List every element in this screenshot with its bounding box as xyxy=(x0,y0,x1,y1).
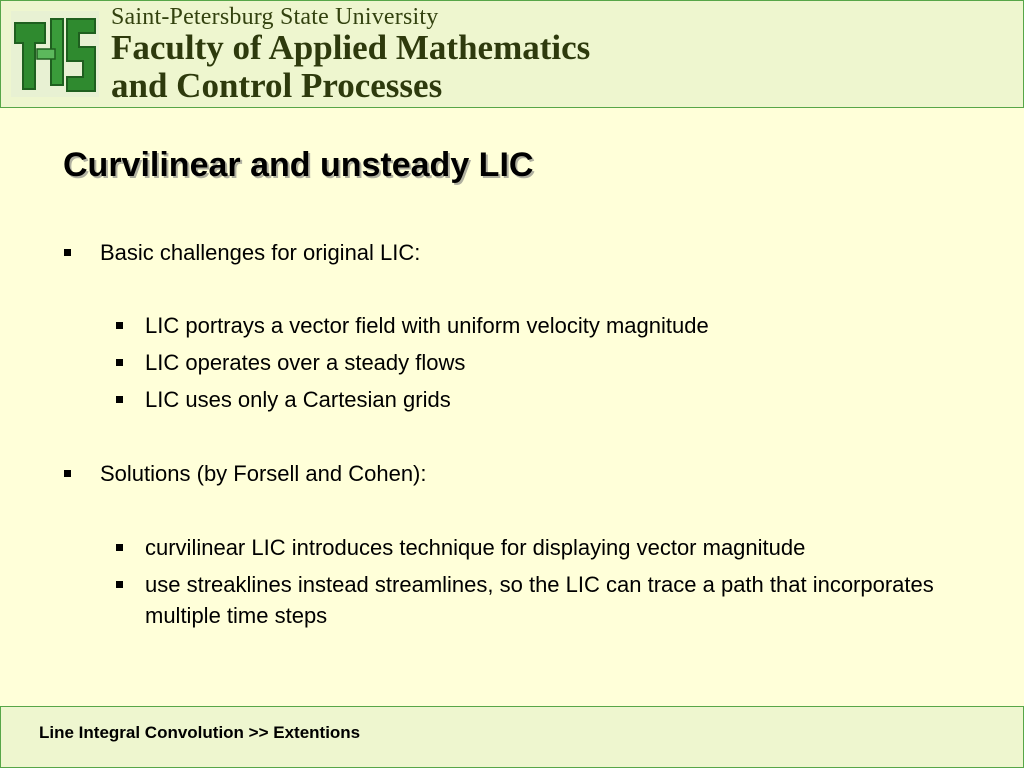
sub-bullet-2-1: curvilinear LIC introduces technique for displaying vector magnitude xyxy=(145,535,806,560)
faculty-line-2: and Control Processes xyxy=(111,66,443,105)
sub-bullet-1-2: LIC operates over a steady flows xyxy=(145,350,466,375)
sub-bullet-marker xyxy=(116,359,123,366)
sub-bullet-2-2: use streaklines instead streamlines, so the LIC can trace a path that incorporates multiple time steps xyxy=(145,572,934,628)
footer-breadcrumb: Line Integral Convolution >> Extentions xyxy=(39,723,361,742)
faculty-name xyxy=(111,29,590,105)
footer-bar xyxy=(0,706,1024,768)
header-banner xyxy=(0,0,1024,108)
bullet-1: Basic challenges for original LIC: xyxy=(100,240,421,265)
sub-bullet-1-3: LIC uses only a Cartesian grids xyxy=(145,387,451,412)
sub-bullet-marker xyxy=(116,322,123,329)
university-name: Saint-Petersburg State University xyxy=(111,4,439,30)
bullet-2: Solutions (by Forsell and Cohen): xyxy=(100,461,427,486)
faculty-line-1: Faculty of Applied Mathematics xyxy=(111,28,591,67)
bullet-marker xyxy=(64,249,71,256)
university-logo-icon xyxy=(9,9,101,99)
sub-bullet-marker xyxy=(116,581,123,588)
sub-bullet-marker xyxy=(116,544,123,551)
sub-bullet-marker xyxy=(116,396,123,403)
bullet-marker xyxy=(64,470,71,477)
sub-bullet-1-1: LIC portrays a vector field with uniform velocity magnitude xyxy=(145,313,709,338)
slide-title: Curvilinear and unsteady LIC xyxy=(63,146,534,184)
